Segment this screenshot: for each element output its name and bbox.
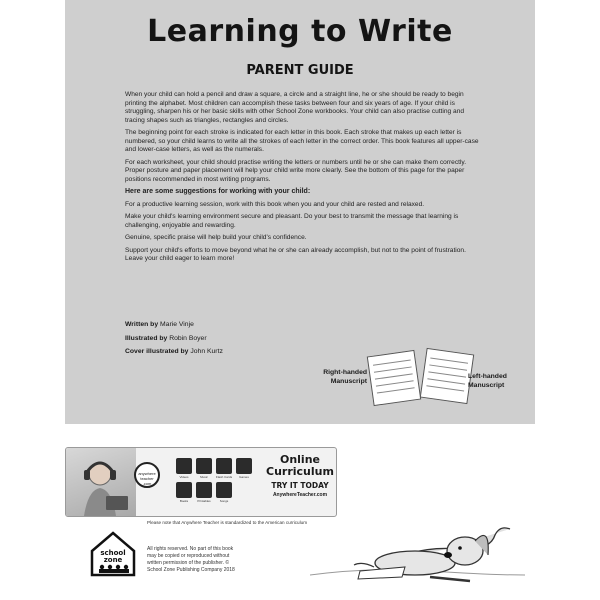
school-zone-logo: [90, 531, 136, 577]
paragraph: When your child can hold a pencil and draw a square, a circle and a straight line, he or she should be ready to begin printing the alphabet. Most children can accomplish these tasks between four and six years of age. If your child is struggling, sharpen his or her basic skills with other School Zone workbooks. Your child can also practise cutting and tracing shapes such as triangles, rectangles and circles.: [125, 91, 465, 124]
tile-label: Videos: [179, 475, 189, 479]
suggestion: Genuine, specific praise will help build your child's confidence.: [125, 234, 307, 241]
feature-icon-grid: [176, 458, 256, 506]
try-it-today-link[interactable]: TRY IT TODAY: [271, 481, 329, 490]
guide-body: [125, 91, 483, 268]
paragraph: For each worksheet, your child should practise writing the letters or numbers until he or she can make them correctly. Proper posture and paper placement will help your child write more clearly. See the bottom of this page for the paper positions recommended in most writing programs.: [125, 158, 467, 183]
child-with-headphones-photo: [66, 448, 136, 516]
tile-label: Songs: [219, 499, 229, 503]
games-icon: [236, 458, 252, 474]
books-icon: [176, 482, 192, 498]
right-handed-label: Right-handed Manuscript: [323, 369, 367, 385]
svg-text:school: school: [100, 549, 126, 557]
tile-label: Books: [179, 499, 189, 503]
curriculum-disclaimer: Please note that Anywhere Teacher is standardized to the American curriculum: [147, 520, 308, 525]
flash-cards-icon: [216, 458, 232, 474]
credit-name: John Kurtz: [190, 348, 223, 355]
tile-label: Games: [239, 475, 249, 479]
music-icon: [196, 458, 212, 474]
credit-illustrator: [125, 333, 223, 345]
songs-icon: [216, 482, 232, 498]
printables-icon: [196, 482, 212, 498]
page: [65, 0, 535, 600]
page-title: Learning to Write: [147, 14, 453, 49]
tile-label: Music: [200, 475, 208, 479]
credit-role: Cover illustrated by: [125, 348, 189, 355]
promo-title: Online Curriculum: [266, 453, 334, 478]
left-handed-label: Left-handed Manuscript: [468, 373, 507, 389]
parent-guide-panel: [65, 0, 535, 424]
suggestion: Make your child's learning environment secure and pleasant. Do your best to transmit the message that learning is challenging, enjoyable and rewarding.: [125, 213, 459, 229]
videos-icon: [176, 458, 192, 474]
suggestions-heading: Here are some suggestions for working with your child:: [125, 188, 311, 195]
credit-role: Written by: [125, 321, 159, 328]
suggestion: For a productive learning session, work with this book when you and your child are rested and relaxed.: [125, 200, 425, 208]
left-handed-paper-icon: [420, 348, 474, 404]
suggestion: Support your child's efforts to move beyond what he or she can already accomplish, but not to the point of frustration. Leave your child eager to learn more!: [125, 246, 466, 262]
logo-line: .com: [142, 481, 152, 486]
tile-label: Printables: [197, 499, 211, 503]
logo-line: anywhere: [138, 471, 156, 476]
page-subtitle: PARENT GUIDE: [246, 63, 354, 78]
dog-with-pencil-illustration: [310, 505, 525, 585]
credit-name: Marie Vinje: [160, 321, 194, 328]
tile-label: Flash Cards: [215, 475, 233, 479]
paragraph: The beginning point for each stroke is indicated for each letter in this book. Each stroke that makes up each letter is numbered, so your child learns to write all the strokes of each letter in the correct order. This book features all upper-case and lower-case letters, as well as the numerals.: [125, 129, 479, 153]
credit-writer: [125, 319, 223, 331]
credit-name: Robin Boyer: [169, 334, 207, 342]
svg-text:zone: zone: [103, 556, 123, 564]
logo-line: teacher: [140, 476, 154, 481]
anywhere-teacher-promo[interactable]: [65, 447, 337, 517]
credit-role: Illustrated by: [125, 334, 168, 342]
anywhere-teacher-logo: [134, 462, 160, 488]
credits: [125, 319, 223, 360]
right-handed-paper-icon: [367, 350, 421, 406]
credit-cover-illustrator: [125, 346, 223, 358]
copyright-notice: All rights reserved. No part of this book may be copied or reproduced without written permission of the publisher. © School Zone Publishing Company 2018: [147, 546, 235, 573]
promo-text: [264, 454, 336, 498]
promo-url-link[interactable]: AnywhereTeacher.com: [272, 492, 328, 498]
